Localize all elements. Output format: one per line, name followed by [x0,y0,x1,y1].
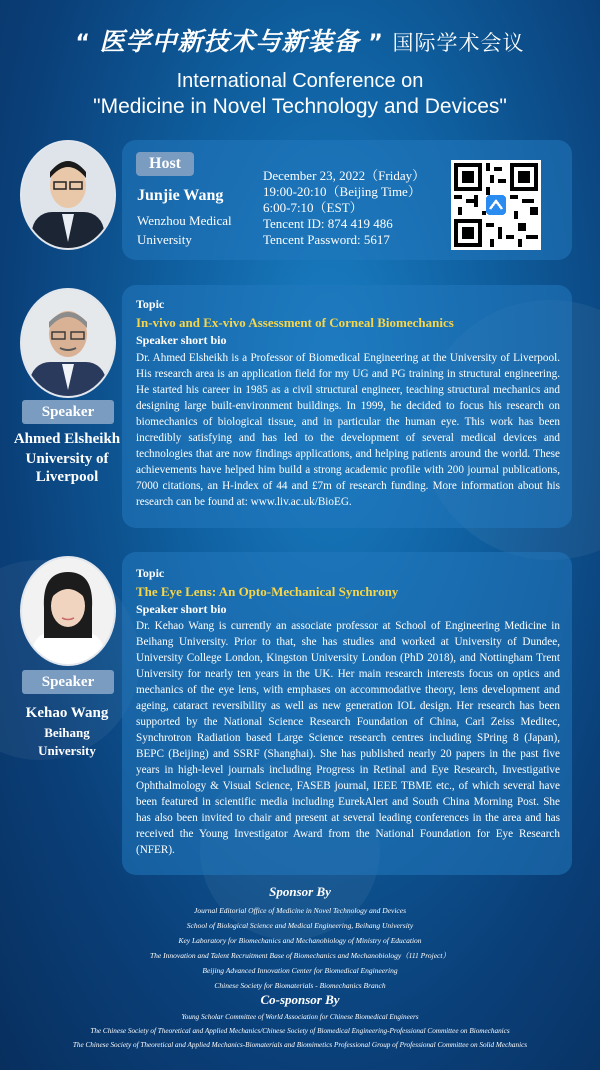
sponsor-item: The Innovation and Talent Recruitment Base of Biomechanics and Mechanobiology（111 Project） [150,951,450,960]
cosponsor-list [0,1010,600,1052]
speaker2-affiliation [4,724,130,760]
speaker1-bio: Dr. Ahmed Elsheikh is a Professor of Biomedical Engineering at the University of Liverpool. His research area is an application field for my UG and PG training in structural engineering. He started his career in 1985 as a civil structural engineer, teaching structural mechanics and designing large built-environment buildings. In 1999, he decided to focus his research on biomechanics of biological tissue, and in particular the human eye. This work has been incredibly satisfying and has led to the development of several medical devices and technologies that are now findings applications, and helping patients around the world. These achievements have helped him build a strong academic profile with 200 journal publications, 7000 citations, an H-index of 44 and £7m of research funding. More information about his research can be found at: www.liv.ac.uk/BioEG. [136,352,560,508]
speaker1-topic: In-vivo and Ex-vivo Assessment of Corneal Biomechanics [136,315,454,330]
speaker2-name: Kehao Wang [25,705,109,721]
conference-title-en-line2: "Medicine in Novel Technology and Devices" [93,95,507,118]
meeting-date: December 23, 2022（Friday） [263,168,426,183]
cosponsor-item: The Chinese Society of Theoretical and Applied Mechanics/Chinese Society of Biomedical Engineering-Professional Committee on Biomechanics [90,1027,510,1035]
meeting-time-beijing: 19:00-20:10（Beijing Time） [263,184,421,199]
speaker2-affiliation-line1: Beihang [44,725,90,740]
cosponsor-item: Young Scholar Committee of World Association for Chinese Biomedical Engineers [181,1013,419,1021]
tencent-password[interactable]: Tencent Password: 5617 [263,232,390,247]
sponsor-list [0,903,600,993]
host-badge: Host [136,152,194,176]
speaker2-topic-heading: Topic [136,566,165,580]
meeting-time-est: 6:00-7:10（EST） [263,200,363,215]
host-affiliation [137,211,247,249]
speaker1-topic-heading: Topic [136,297,165,311]
sponsor-item: Journal Editorial Office of Medicine in Novel Technology and Devices [194,906,406,915]
meeting-info [263,168,425,248]
sponsor-item: Key Laboratory for Biomechanics and Mechanobiology of Ministry of Education [178,936,422,945]
speaker1-bio-heading: Speaker short bio [136,333,227,347]
tencent-meeting-logo-icon [486,195,506,215]
host-avatar [20,140,116,250]
tencent-id[interactable]: Tencent ID: 874 419 486 [263,216,393,231]
speaker2-topic: The Eye Lens: An Opto-Mechanical Synchrony [136,584,399,599]
cosponsor-item: The Chinese Society of Theoretical and Applied Mechanics-Biomaterials and Biomimetics Professional Group of Professional Committee on Solid Mechanics [72,1041,528,1049]
conference-title-en-line1: International Conference on [176,70,424,92]
host-name: Junjie Wang [137,187,224,204]
host-affiliation-line2: University [137,232,192,247]
speaker2-label: Speaker [22,670,114,694]
speaker1-affiliation [4,450,130,486]
speaker1-name: Ahmed Elsheikh [13,431,121,447]
speaker2-avatar [20,556,116,666]
calligraphy-title: 医学中新技术与新装备 [99,27,360,56]
conference-title-chinese: “ 医学中新技术与新装备 ” 国际学术会议 [75,27,525,56]
speaker1-label: Speaker [22,400,114,424]
speaker2-affiliation-line2: University [38,743,96,758]
cosponsor-heading: Co-sponsor By [260,992,340,1007]
sponsor-item: School of Biological Science and Medical Engineering, Beihang University [186,921,414,930]
sponsor-item: Chinese Society for Biomaterials - Biomechanics Branch [214,981,386,990]
qr-code[interactable] [451,160,541,250]
speaker2-bio: Dr. Kehao Wang is currently an associate professor at School of Engineering Medicine in Beihang University. Prior to that, she has studies and worked at University of Dundee, University College London, Kingston University London (PhD 2018), and Nottingham Trent University for nearly ten years in the UK. Her main research interests focus on optics and mechanics of the eye lens, with emphases on accommodative theory, lens development and ageing, cataract reversibility as well as new generation IOL design. Her research has been supported by the National Science Research Foundation of China, Carl Zeiss Meditec, Synchrotron Radiation based Large Science research centres including SPring 8 (Japan), BEPC (Beijing) and SSRF (Shanghai). She has published nearly 20 papers in the past five years in high-level journals including Progress in Retinal and Eye Research, Investigative Ophthalmology & Visual Science, FASEB journal, IEEE TBME etc., of which several have been featured in scientific media including EurekAlert and South China Morning Post. She has also been invited to chair and present at several leading conferences in the area and has received the Young Investigator Award from the National Foundation for Eye Research (NFER). [136,620,560,856]
title-cn-suffix: 国际学术会议 [392,31,525,55]
speaker1-affiliation-line2: Liverpool [35,469,99,485]
sponsor-item: Beijing Advanced Innovation Center for Biomedical Engineering [202,966,398,975]
sponsor-heading: Sponsor By [269,884,331,899]
speaker1-avatar [20,288,116,398]
speaker1-affiliation-line1: University of [25,451,109,467]
host-affiliation-line1: Wenzhou Medical [137,213,232,228]
speaker2-bio-heading: Speaker short bio [136,602,227,616]
